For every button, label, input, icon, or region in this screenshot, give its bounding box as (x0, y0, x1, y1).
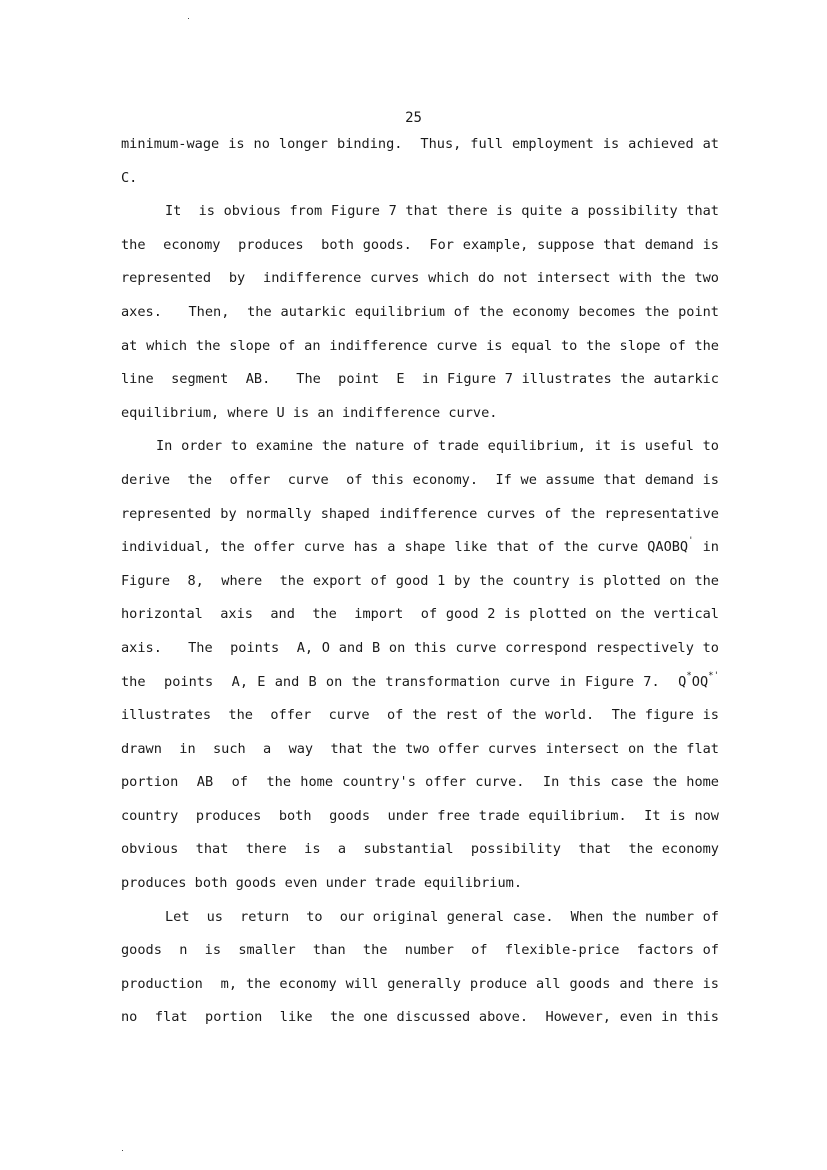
text-line: no flat portion like the one discussed above. However, even in this (121, 1009, 719, 1026)
body-text (121, 128, 719, 1035)
text-line: equilibrium, where U is an indifference curve. (121, 404, 498, 421)
scan-speck (188, 18, 189, 19)
text-line: production m, the economy will generally produce all goods and there is (121, 975, 719, 992)
text-line: horizontal axis and the import of good 2 is plotted on the vertical (121, 606, 719, 623)
text-line: derive the offer curve of this economy. If we assume that demand is (121, 471, 719, 488)
text-line: obvious that there is a substantial possibility that the economy (121, 841, 719, 858)
text-line: C. (121, 169, 138, 186)
text-line: line segment AB. The point E in Figure 7 illustrates the autarkic (121, 371, 719, 388)
text-line: axis. The points A, O and B on this curve correspond respectively to (121, 639, 719, 656)
text-line: Figure 8, where the export of good 1 by the country is plotted on the (121, 572, 719, 589)
text-line: drawn in such a way that the two offer curves intersect on the flat (121, 740, 719, 757)
text-line: minimum-wage is no longer binding. Thus, full employment is achieved at (121, 136, 719, 152)
text-line: goods n is smaller than the number of flexible-price factors of (121, 942, 719, 959)
text-line: the economy produces both goods. For example, suppose that demand is (121, 236, 719, 253)
text-line: portion AB of the home country's offer curve. In this case the home (121, 774, 719, 791)
text-line: Let us return to our original general case. When the number of (165, 908, 719, 925)
text-line: It is obvious from Figure 7 that there is quite a possibility that (165, 203, 719, 220)
text-line: axes. Then, the autarkic equilibrium of the economy becomes the point (121, 303, 719, 320)
text-line: In order to examine the nature of trade equilibrium, it is useful to (156, 438, 719, 455)
text-line: produces both goods even under trade equilibrium. (121, 875, 523, 892)
text-line: country produces both goods under free trade equilibrium. It is now (121, 807, 719, 824)
text-line: represented by indifference curves which do not intersect with the two (121, 270, 719, 287)
text-line: individual, the offer curve has a shape like that of the curve QAOBQ' in (121, 536, 719, 556)
text-line: the points A, E and B on the transformation curve in Figure 7. Q*OQ*' (121, 670, 719, 690)
text-line: represented by normally shaped indifference curves of the representative (121, 505, 719, 522)
scan-speck (122, 1150, 123, 1151)
text-line: illustrates the offer curve of the rest of the world. The figure is (121, 707, 719, 724)
text-line: at which the slope of an indifference curve is equal to the slope of the (121, 337, 719, 354)
page-number: 25 (405, 110, 422, 126)
